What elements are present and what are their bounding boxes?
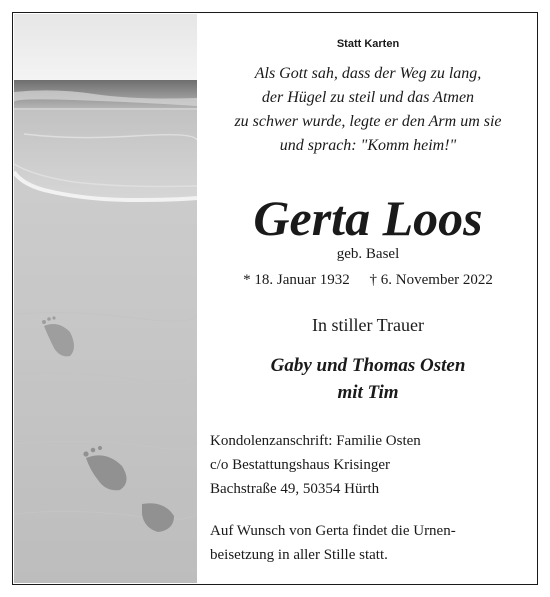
burial-note [210, 519, 530, 567]
notice-text-column [200, 14, 536, 583]
note-line: Auf Wunsch von Gerta findet die Urnen- [210, 523, 456, 539]
family-line: Gaby und Thomas Osten [270, 355, 466, 376]
note-line: beisetzung in aller Stille statt. [210, 547, 388, 563]
family-line: mit Tim [337, 382, 399, 403]
family-names [200, 352, 536, 406]
beach-footprints-photo [14, 14, 197, 583]
birth-date: * 18. Januar 1932 [243, 272, 350, 288]
condolence-address [210, 429, 530, 501]
address-line: Kondolenzanschrift: Familie Osten [210, 433, 421, 449]
address-line: c/o Bestattungshaus Krisinger [210, 457, 390, 473]
poem-line: zu schwer wurde, legte er den Arm um sie [234, 113, 502, 130]
poem [200, 62, 536, 158]
life-dates [200, 272, 536, 289]
poem-line: und sprach: "Komm heim!" [279, 137, 457, 154]
birth-name: geb. Basel [336, 246, 400, 262]
beach-footprints-illustration [14, 14, 197, 583]
deceased-name: Gerta Loos [253, 190, 483, 246]
death-date: † 6. November 2022 [369, 272, 493, 288]
statt-karten-header: Statt Karten [336, 38, 400, 50]
mourning-line: In stiller Trauer [312, 315, 424, 335]
poem-line: der Hügel zu steil und das Atmen [261, 89, 475, 106]
poem-line: Als Gott sah, dass der Weg zu lang, [254, 65, 482, 82]
address-line: Bachstraße 49, 50354 Hürth [210, 481, 380, 497]
